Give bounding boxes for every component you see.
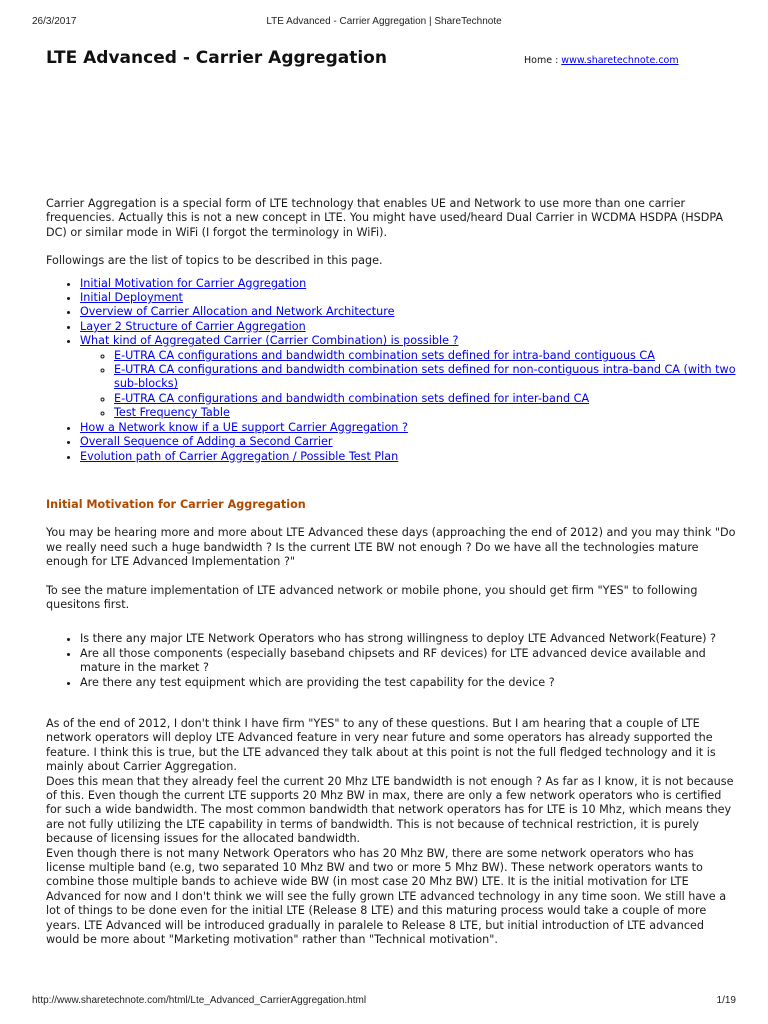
section-paragraph-5: Even though there is not many Network Operators who has 20 Mhz BW, there are some network operators who has license multiple band (e.g, two separated 10 Mhz BW and two or more 5 Mhz BW). These network operators wants to combine those multiple bands to achieve wide BW (in most case 20 Mhz BW) LTE. It is the initial motivation for LTE Advanced for now and I don't think we will see the fully grown LTE advanced technology in any time soon. We still have a lot of things to be done even for the initial LTE (Release 8 LTE) and this maturing process would take a couple of more years. LTE Advanced will be introduced gradually in paralele to Release 8 LTE, but initial introduction of LTE advanced would be more about "Marketing motivation" rather than "Technical motivation". (46, 846, 727, 947)
question-item: • Are all those components (especially baseband chipsets and RF devices) for LTE advanced device available and mature in the market ? (80, 647, 736, 676)
toc-link-adding-second-carrier[interactable]: Overall Sequence of Adding a Second Carrier (80, 435, 333, 449)
print-footer (32, 995, 736, 1009)
toc-item (80, 320, 736, 334)
toc-link-initial-deployment[interactable]: Initial Deployment (80, 291, 183, 305)
toc-subitem (114, 363, 736, 392)
print-date: 26/3/2017 (32, 16, 77, 27)
section-paragraph-1: You may be hearing more and more about LTE Advanced these days (approaching the end of 2012) and you may think "Do we really need such a huge bandwidth ? Is the current LTE BW not enough ? Do we have all the technologies mature enough for LTE Advanced Implementation ?" (46, 526, 736, 569)
toc-link-non-contiguous[interactable]: E-UTRA CA configurations and bandwidth combination sets defined for non-contiguous intra-band CA (with two sub-blocks) (114, 363, 736, 391)
section-paragraph-2: To see the mature implementation of LTE advanced network or mobile phone, you should get firm "YES" to following quesitons first. (46, 583, 698, 611)
toc-item (80, 450, 736, 464)
print-page-number: 1/19 (716, 995, 736, 1006)
toc-item (80, 305, 736, 319)
toc-link-layer2[interactable]: Layer 2 Structure of Carrier Aggregation (80, 319, 306, 333)
toc-subitem (114, 349, 736, 363)
toc-subitem (114, 392, 736, 406)
toc-link-overview[interactable]: Overview of Carrier Allocation and Network Architecture (80, 305, 395, 319)
intro-paragraph: Carrier Aggregation is a special form of LTE technology that enables UE and Network to use more than one carrier frequencies. Actually this is not a new concept in LTE. You might have used/heard Dual Carrier in WCDMA HSDPA (HSDPA DC) or similar mode in WiFi (I forgot the terminology in WiFi). (46, 197, 724, 239)
section-paragraph-4: Does this mean that they already feel the current 20 Mhz LTE bandwidth is not enough ? As far as I know, it is not because of this. Even though the current LTE supports 20 Mhz BW in max, there are only a few network operators who is certified for such a wide bandwidth. The most common bandwidth that network operators has for LTE is 10 Mhz, which means they are not fully utilizing the LTE capability in terms of bandwidth. This is not because of technical restriction, it is purely because of licensing issues for the allocated bandwidth. (46, 774, 734, 846)
toc-sublist (80, 349, 736, 421)
toc-link-evolution-path[interactable]: Evolution path of Carrier Aggregation / Possible Test Plan (80, 449, 399, 463)
section-heading: Initial Motivation for Carrier Aggregation (46, 497, 306, 511)
toc-item (80, 435, 736, 449)
home-label: Home : (524, 55, 562, 66)
toc-item (80, 291, 736, 305)
article-content (46, 197, 736, 947)
print-header (32, 16, 736, 30)
print-url: http://www.sharetechnote.com/html/Lte_Advanced_CarrierAggregation.html (32, 995, 367, 1006)
print-page-title: LTE Advanced - Carrier Aggregation | ShareTechnote (266, 16, 502, 27)
question-item: • Is there any major LTE Network Operators who has strong willingness to deploy LTE Advanced Network(Feature) ? (80, 632, 736, 646)
followings-text: Followings are the list of topics to be described in this page. (46, 254, 383, 268)
toc-item (80, 334, 736, 420)
toc-link-initial-motivation[interactable]: Initial Motivation for Carrier Aggregation (80, 276, 307, 290)
toc-link-ue-support[interactable]: How a Network know if a UE support Carrier Aggregation ? (80, 420, 408, 434)
home-link-container (524, 55, 679, 66)
toc-item (80, 421, 736, 435)
question-list (46, 632, 736, 690)
question-item: • Are there any test equipment which are providing the test capability for the device ? (80, 676, 736, 690)
section-paragraph-3: As of the end of 2012, I don't think I have firm "YES" to any of these questions. But I am hearing that a couple of LTE network operators will deploy LTE Advanced feature in very near future and some operators has already supported the feature. I think this is true, but the LTE advanced they talk about at this point is not the full fledged technology and it is mainly about Carrier Aggregation. (46, 716, 716, 774)
toc-item (80, 277, 736, 291)
toc-link-inter-band[interactable]: E-UTRA CA configurations and bandwidth combination sets defined for inter-band CA (114, 391, 590, 405)
page-title: LTE Advanced - Carrier Aggregation (46, 48, 387, 68)
toc-link-intra-band-contiguous[interactable]: E-UTRA CA configurations and bandwidth combination sets defined for intra-band contiguous CA (114, 348, 655, 362)
toc-subitem (114, 406, 736, 420)
toc-link-carrier-combination[interactable]: What kind of Aggregated Carrier (Carrier Combination) is possible ? (80, 334, 459, 348)
home-link[interactable]: www.sharetechnote.com (561, 55, 679, 66)
topic-list (46, 277, 736, 464)
toc-link-test-frequency[interactable]: Test Frequency Table (114, 406, 230, 420)
